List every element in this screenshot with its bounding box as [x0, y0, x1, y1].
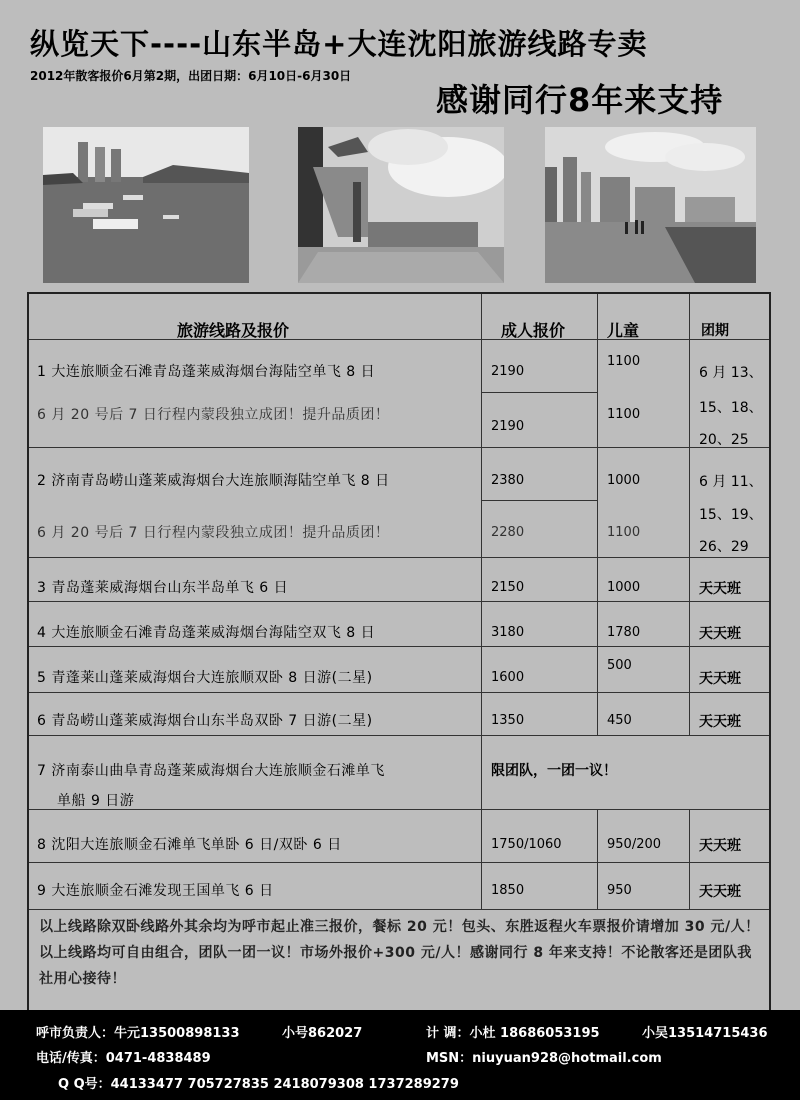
table-row-route: 1 大连旅顺金石滩青岛蓬莱威海烟台海陆空单飞 8 日 — [37, 364, 376, 380]
route-column-header: 旅游线路及报价 — [177, 321, 290, 340]
table-row-route: 8 沈阳大连旅顺金石滩单飞单卧 6 日/双卧 6 日 — [37, 837, 342, 853]
planner2-contact: 小吴13514715436 — [642, 1026, 768, 1041]
group-dates: 26、29 — [699, 539, 749, 555]
planner-contact: 计 调：小杜 18686053195 — [426, 1026, 600, 1041]
adult-price: 2190 — [491, 364, 525, 379]
child-price: 950/200 — [607, 837, 662, 852]
adult-price: 1850 — [491, 883, 525, 898]
table-row-route-continued: 单船 9 日游 — [57, 793, 135, 809]
table-row-route: 4 大连旅顺金石滩青岛蓬莱威海烟台海陆空双飞 8 日 — [37, 625, 376, 641]
adult-price: 2380 — [491, 473, 525, 488]
group-dates: 天天班 — [699, 671, 741, 687]
adult-price: 2150 — [491, 580, 525, 595]
child-price: 1100 — [607, 407, 641, 422]
msn-contact: MSN：niuyuan928@hotmail.com — [426, 1051, 662, 1066]
child-price: 1100 — [607, 525, 641, 540]
adult-price: 1600 — [491, 670, 525, 685]
group-only-note: 限团队，一团一议！ — [491, 763, 617, 779]
group-dates-column-header: 团期 — [701, 323, 729, 339]
seaside-promenade-photo — [545, 127, 756, 283]
table-row-route: 5 青蓬莱山蓬莱威海烟台大连旅顺双卧 8 日游(二星) — [37, 670, 373, 686]
qq-numbers: Q Q号：44133477 705727835 2418079308 1737289279 — [58, 1077, 459, 1092]
table-row-route: 6 青岛崂山蓬莱威海烟台山东半岛双卧 7 日游(二星) — [37, 713, 373, 729]
tour-price-table — [27, 292, 771, 1012]
group-dates: 15、19、 — [699, 507, 763, 523]
child-price: 1000 — [607, 580, 641, 595]
group-dates: 天天班 — [699, 838, 741, 854]
group-dates: 天天班 — [699, 884, 741, 900]
table-row-route: 3 青岛蓬莱威海烟台山东半岛单飞 6 日 — [37, 580, 289, 596]
page-title: 纵览天下----山东半岛+大连沈阳旅游线路专卖 — [30, 27, 648, 61]
adult-price: 1750/1060 — [491, 837, 562, 852]
group-dates: 6 月 13、 — [699, 365, 763, 381]
price-period-subtitle: 2012年散客报价6月第2期，出团日期：6月10日-6月30日 — [30, 69, 352, 83]
adult-price: 2280 — [491, 525, 525, 540]
table-row-route: 9 大连旅顺金石滩发现王国单飞 6 日 — [37, 883, 274, 899]
group-dates: 15、18、 — [699, 400, 763, 416]
manager-contact: 呼市负责人：牛元13500898133 — [36, 1026, 240, 1041]
child-price-column-header: 儿童 — [607, 321, 640, 340]
manager-short-number: 小号862027 — [282, 1026, 363, 1041]
child-price: 500 — [607, 658, 632, 673]
table-row-route: 7 济南泰山曲阜青岛蓬莱威海烟台大连旅顺金石滩单飞 — [37, 763, 385, 779]
thanks-slogan: 感谢同行8年来支持 — [436, 81, 724, 119]
child-price: 1000 — [607, 473, 641, 488]
harbor-photo — [43, 127, 249, 283]
table-row-route: 6 月 20 号后 7 日行程内蒙段独立成团！提升品质团！ — [37, 525, 390, 541]
group-dates: 天天班 — [699, 626, 741, 642]
table-row-route: 2 济南青岛崂山蓬莱威海烟台大连旅顺海陆空单飞 8 日 — [37, 473, 390, 489]
child-price: 450 — [607, 713, 632, 728]
phone-fax: 电话/传真：0471-4838489 — [36, 1051, 211, 1066]
group-dates: 20、25 — [699, 432, 749, 448]
group-dates: 6 月 11、 — [699, 474, 763, 490]
adult-price: 1350 — [491, 713, 525, 728]
adult-price: 2190 — [491, 419, 525, 434]
adult-price: 3180 — [491, 625, 525, 640]
pricing-footnote: 以上线路除双卧线路外其余均为呼市起止准三报价，餐标 20 元！包头、东胜返程火车票报价请增加 30 元/人！以上线路均可自由组合，团队一团一议！市场外报价+300 元/人！感谢同行 8 年来支持！不论散客还是团队我社用心接待！ — [39, 919, 760, 987]
child-price: 1780 — [607, 625, 641, 640]
adult-price-column-header: 成人报价 — [501, 321, 566, 340]
group-dates: 天天班 — [699, 581, 741, 597]
child-price: 950 — [607, 883, 632, 898]
monument-photo — [298, 127, 504, 283]
child-price: 1100 — [607, 354, 641, 369]
table-row-route: 6 月 20 号后 7 日行程内蒙段独立成团！提升品质团！ — [37, 407, 390, 423]
contact-footer — [0, 1010, 800, 1100]
group-dates: 天天班 — [699, 714, 741, 730]
